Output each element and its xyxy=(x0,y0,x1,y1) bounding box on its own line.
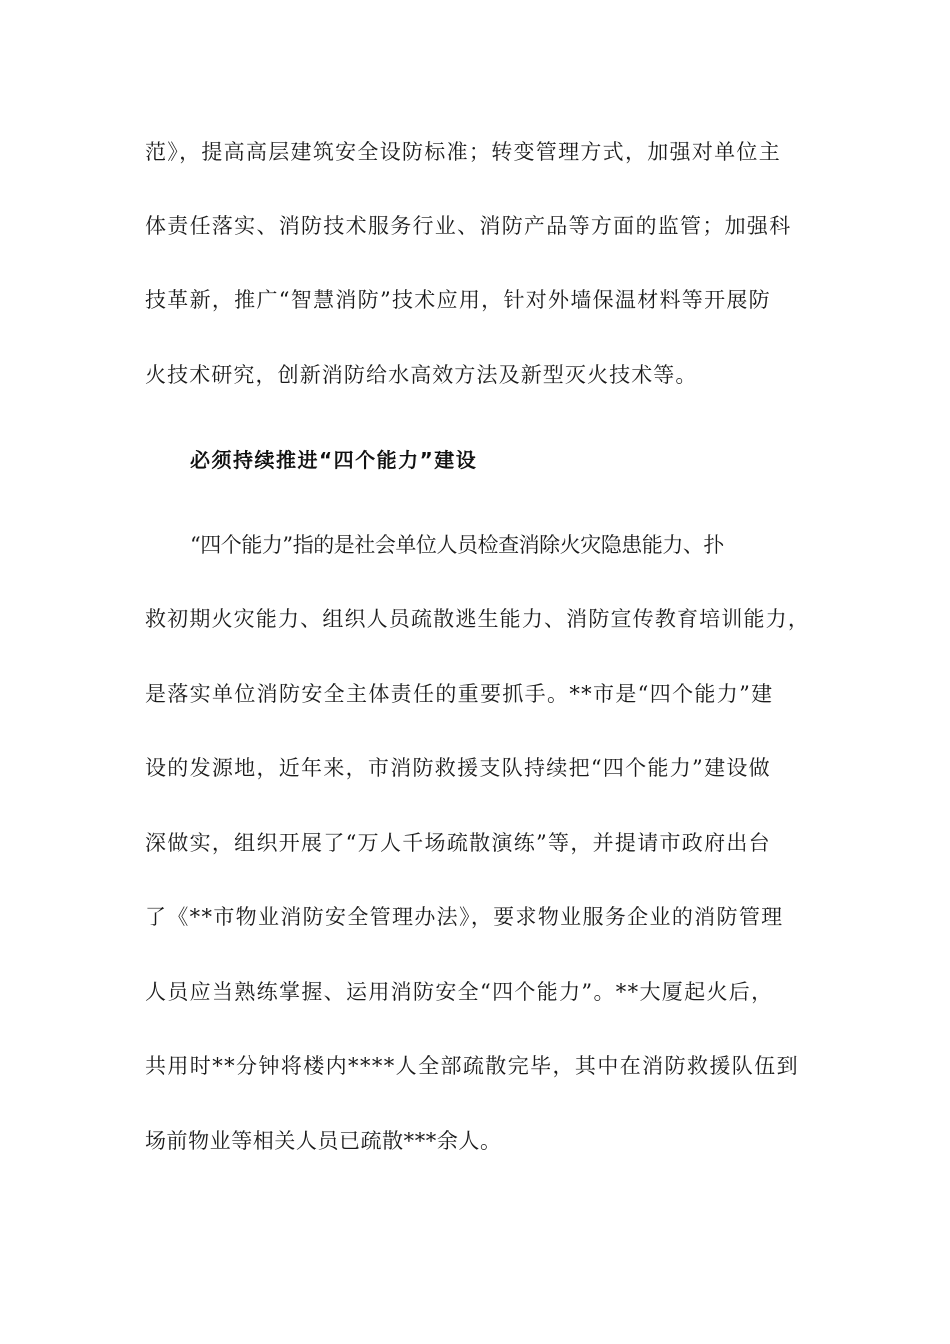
paragraph-2-line-8: 共用时**分钟将楼内****人全部疏散完毕，其中在消防救援队伍到 xyxy=(145,1054,799,1078)
paragraph-1-line-2: 体责任落实、消防技术服务行业、消防产品等方面的监管；加强科 xyxy=(145,214,792,238)
paragraph-2-line-3: 是落实单位消防安全主体责任的重要抓手。**市是“四个能力”建 xyxy=(145,682,774,706)
paragraph-2-line-6: 了《**市物业消防安全管理办法》，要求物业服务企业的消防管理 xyxy=(145,905,784,929)
paragraph-2-line-5: 深做实，组织开展了“万人千场疏散演练”等，并提请市政府出台 xyxy=(145,831,771,855)
paragraph-2-line-1: “四个能力”指的是社会单位人员检查消除火灾隐患能力、扑 xyxy=(190,533,724,557)
paragraph-1-line-1: 范》，提高高层建筑安全设防标准；转变管理方式，加强对单位主 xyxy=(145,140,781,164)
section-heading: 必须持续推进“四个能力”建设 xyxy=(190,448,478,472)
paragraph-1-line-3: 技革新，推广“智慧消防”技术应用，针对外墙保温材料等开展防 xyxy=(145,288,771,312)
paragraph-2-line-9: 场前物业等相关人员已疏散***余人。 xyxy=(145,1129,502,1153)
paragraph-2-line-7: 人员应当熟练掌握、运用消防安全“四个能力”。**大厦起火后， xyxy=(145,980,774,1004)
paragraph-1-line-4: 火技术研究，创新消防给水高效方法及新型灭火技术等。 xyxy=(145,363,698,387)
paragraph-2-line-2: 救初期火灾能力、组织人员疏散逃生能力、消防宣传教育培训能力， xyxy=(145,607,810,631)
paragraph-2-line-4: 设的发源地，近年来，市消防救援支队持续把“四个能力”建设做 xyxy=(145,756,771,780)
